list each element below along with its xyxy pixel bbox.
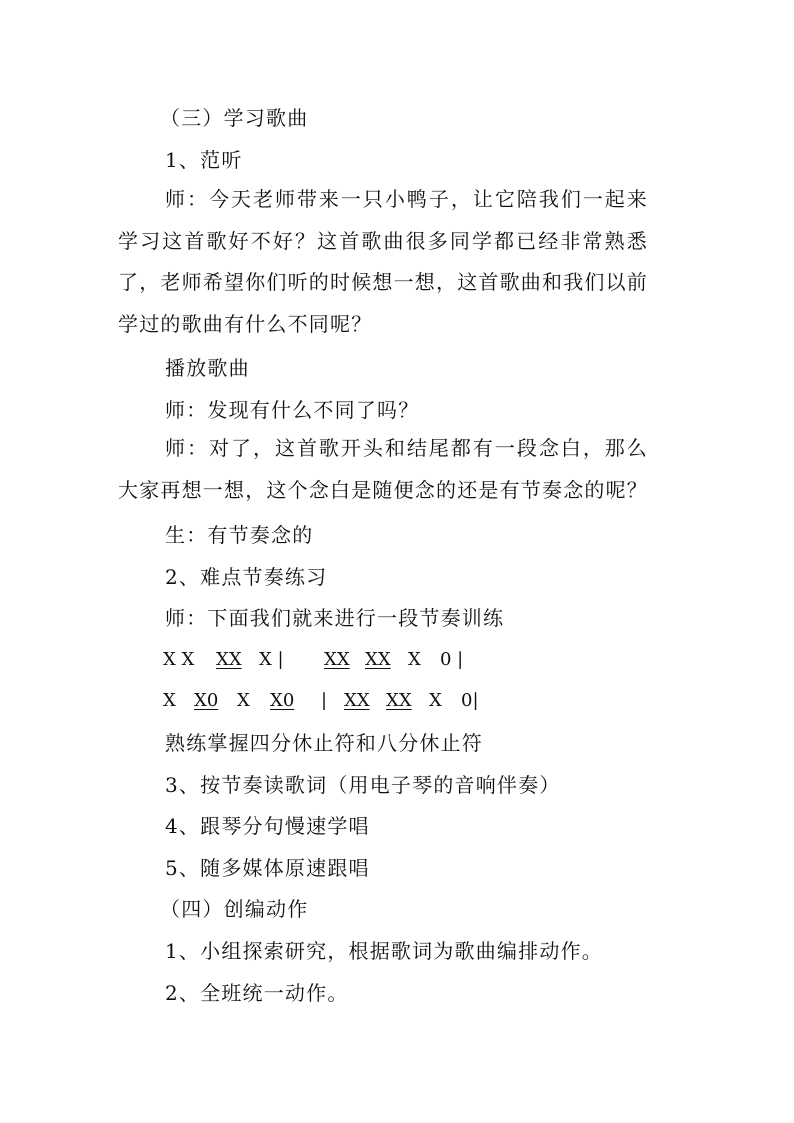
rhythm-2-f: XX [344,690,370,711]
rest-mastery-line: 熟练掌握四分休止符和八分休止符 [165,731,483,755]
step-3-read-lyrics: 3、按节奏读歌词（用电子琴的音响伴奏） [165,773,561,797]
play-song-line: 播放歌曲 [165,356,250,380]
rhythm-1-e: XX [365,649,391,670]
step-5-follow-sing: 5、随多媒体原速跟唱 [165,856,370,880]
rhythm-1-f: X [408,649,421,670]
student-answer: 生：有节奏念的 [165,523,314,547]
rhythm-1-g: 0 | [440,649,464,670]
rhythm-2-a: X [163,690,176,711]
teacher-rhythm-intro: 师：下面我们就来进行一段节奏训练 [165,606,505,630]
teacher-question-1: 师：发现有什么不同了吗？ [165,398,420,422]
section-4-heading: （四）创编动作 [160,897,309,921]
rhythm-2-e: | [321,690,328,711]
rhythm-1-a: X X [163,649,195,670]
rhythm-2-c: X [237,690,250,711]
rhythm-2-i: 0| [461,690,479,711]
rhythm-1-c: X | [259,649,284,670]
step-4-slow-learn: 4、跟琴分句慢速学唱 [165,814,370,838]
rhythm-1-d: XX [324,649,350,670]
step-4-1-group-explore: 1、小组探索研究，根据歌词为歌曲编排动作。 [165,939,603,963]
step-2-rhythm-practice: 2、难点节奏练习 [165,565,328,589]
teacher-intro-paragraph: 师：今天老师带来一只小鸭子，让它陪我们一起来学习这首歌好不好？这首歌曲很多同学都已经非常熟悉了，老师希望你们听的时候想一想，这首歌曲和我们以前学过的歌曲有什么不同呢？ [118,187,648,336]
rhythm-2-d: X0 [270,690,295,711]
step-4-2-class-unify: 2、全班统一动作。 [165,981,349,1005]
rhythm-1-b: XX [216,649,242,670]
rhythm-2-b: X0 [194,690,219,711]
step-1-listen: 1、范听 [165,148,243,172]
teacher-question-2-paragraph: 师：对了，这首歌开头和结尾都有一段念白，那么大家再想一想，这个念白是随便念的还是有节奏念的呢？ [118,436,648,502]
section-3-heading: （三）学习歌曲 [160,106,309,130]
rhythm-2-g: XX [386,690,412,711]
rhythm-2-h: X [429,690,442,711]
